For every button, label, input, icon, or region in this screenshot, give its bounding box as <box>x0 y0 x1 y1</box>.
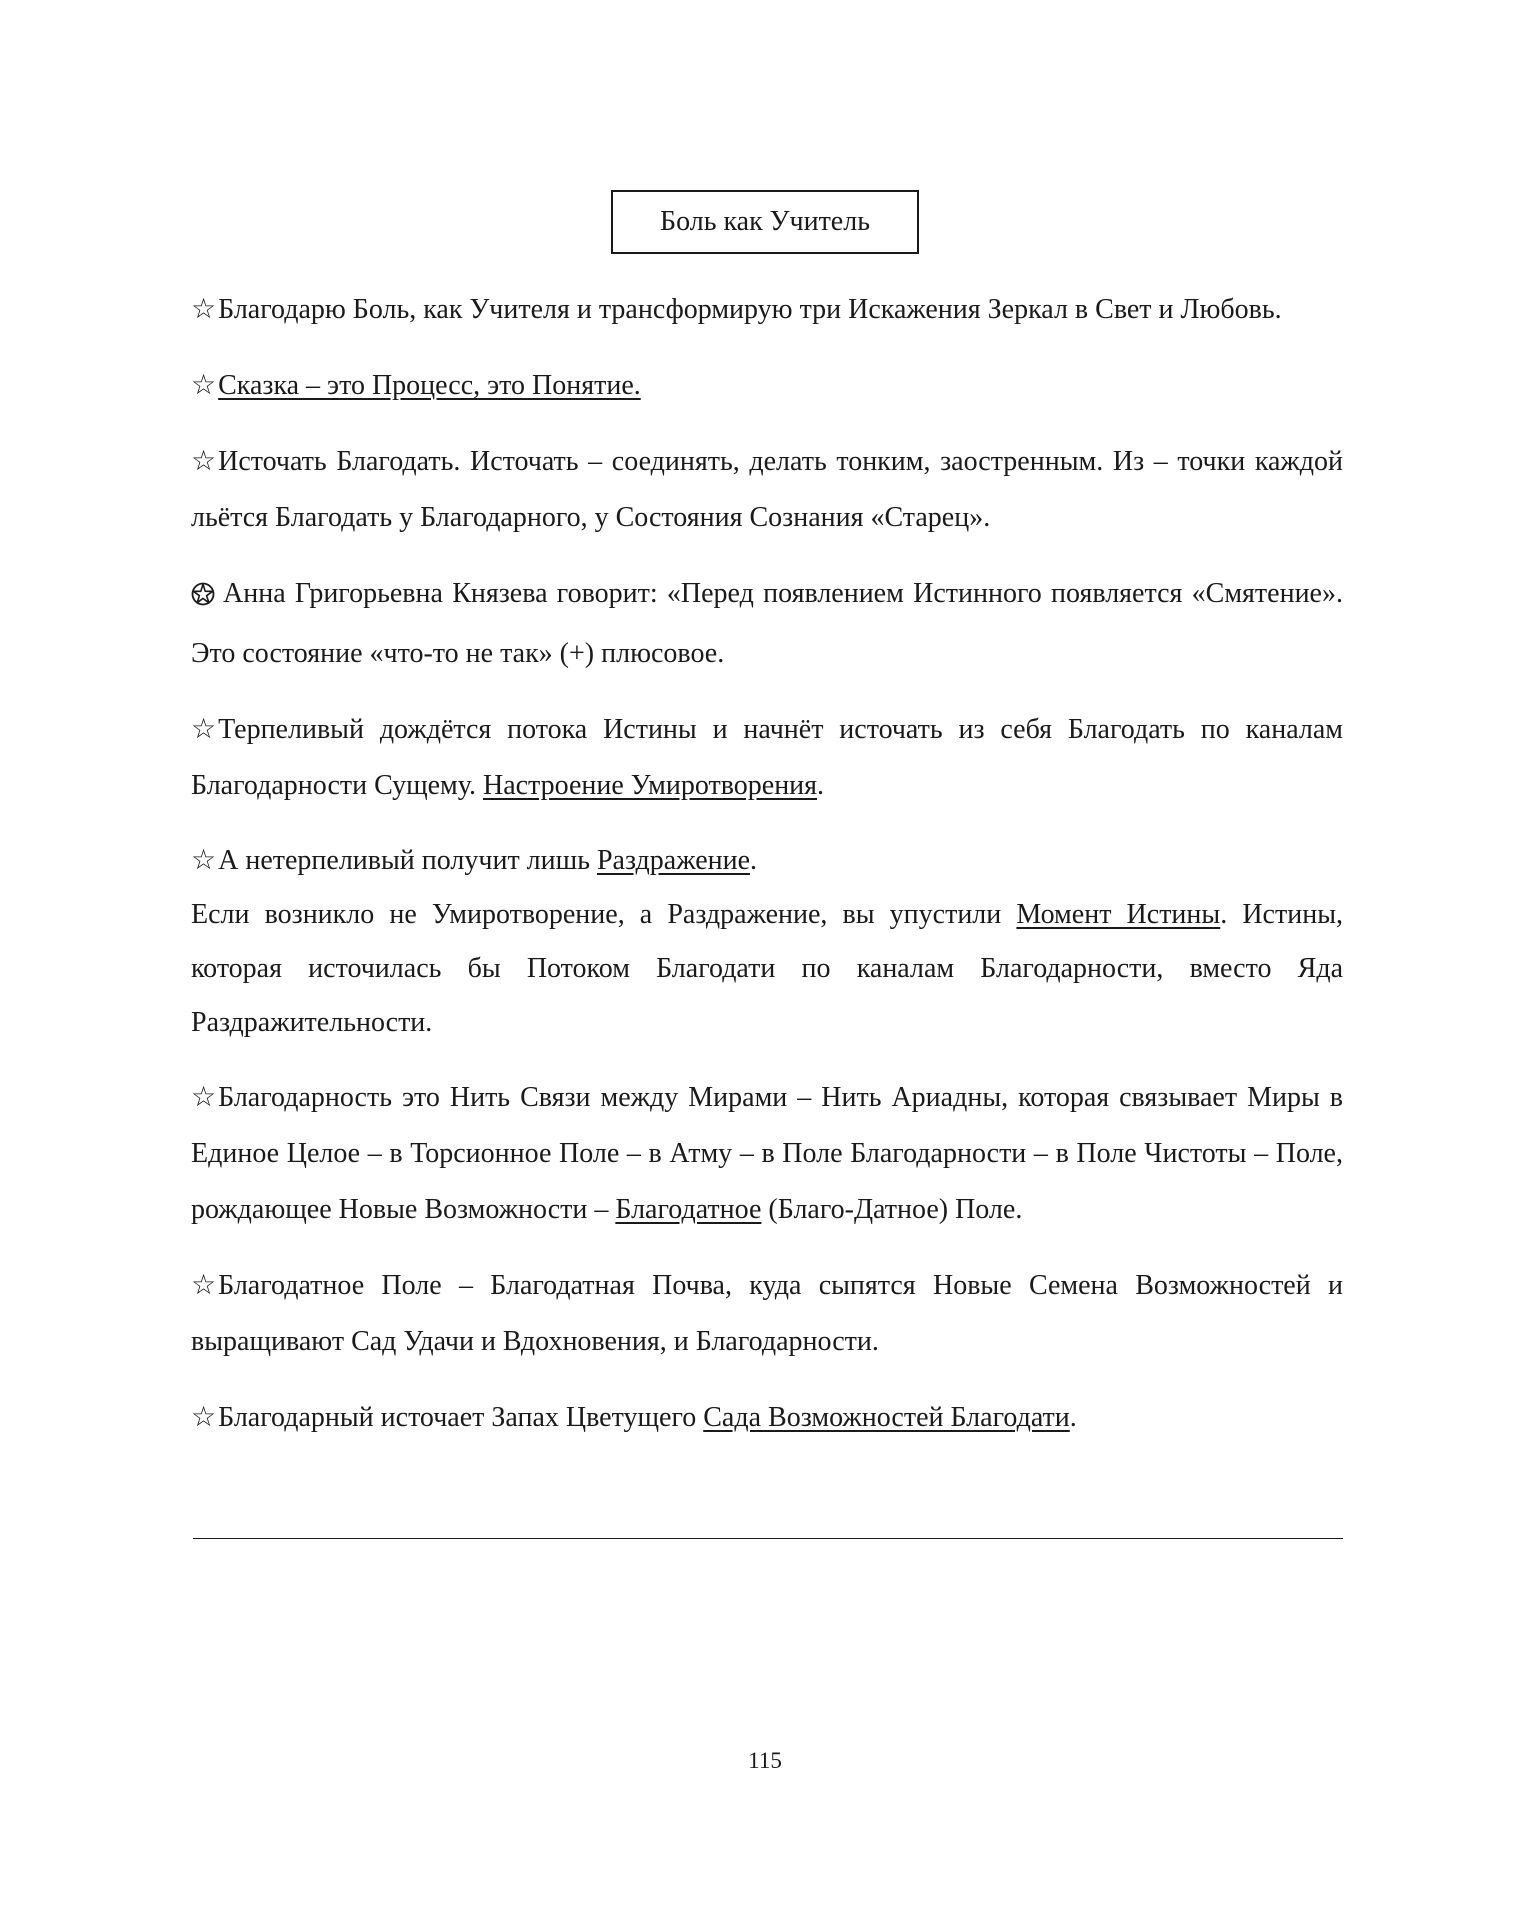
page-number: 115 <box>748 1748 782 1773</box>
paragraph-3 <box>191 434 1343 546</box>
section-title-box <box>611 190 919 254</box>
star-icon: ☆ <box>191 1270 217 1301</box>
pentagram-icon <box>191 570 215 626</box>
paragraph-2 <box>191 358 1343 414</box>
paragraph-1 <box>191 282 1343 338</box>
star-icon: ☆ <box>191 1402 217 1433</box>
star-icon: ☆ <box>191 370 217 401</box>
paragraph-text: Благодарность это Нить Связи между Мирами – Нить Ариадны, которая связывает Миры в Единое Целое – в Торсионное Поле – в Атму – в Поле Благодарности – в Поле Чистоты – Поле, рождающее Новые Возможности – <box>191 1082 1343 1225</box>
star-icon: ☆ <box>191 714 217 745</box>
paragraph-9 <box>191 1258 1343 1370</box>
paragraph-text: Анна Григорьевна Князева говорит: «Перед появлением Истинного появляется «Смятение». Это состояние «что-то не так» (+) плюсовое. <box>191 578 1343 669</box>
paragraph-8 <box>191 1070 1343 1238</box>
paragraph-end: (Благо-Датное) Поле. <box>761 1194 1023 1225</box>
paragraph-text: Благодарный источает Запах Цветущего <box>218 1402 704 1433</box>
paragraph-text: Благодарю Боль, как Учителя и трансформирую три Искажения Зеркал в Свет и Любовь. <box>218 294 1282 325</box>
star-icon: ☆ <box>191 1082 217 1113</box>
paragraph-end: . <box>817 770 825 801</box>
paragraph-text: Терпеливый дождётся потока Истины и начнёт источать из себя Благодать по каналам Благодарности Сущему. <box>191 714 1343 801</box>
underlined-phrase: Момент Истины <box>1016 899 1221 930</box>
paragraph-4 <box>191 566 1343 682</box>
star-icon: ☆ <box>191 446 217 477</box>
page-body <box>191 282 1343 1466</box>
paragraph-text: Источать Благодать. Источать – соединять, делать тонким, заостренным. Из – точки каждой льётся Благодать у Благодарного, у Состояния Сознания «Старец». <box>191 446 1343 533</box>
section-title: Боль как Учитель <box>660 206 870 237</box>
paragraph-7 <box>191 888 1343 1050</box>
horizontal-divider <box>193 1538 1343 1539</box>
paragraph-end: . Истины, которая источилась бы Потоком Благодати по каналам Благодарности, вместо Яда Раздражительности. <box>191 899 1344 1038</box>
underlined-phrase: Сада Возможностей Благодати <box>703 1402 1070 1433</box>
star-icon: ☆ <box>191 845 217 876</box>
paragraph-6 <box>191 834 1343 888</box>
paragraph-5 <box>191 702 1343 814</box>
paragraph-end: . <box>1069 1402 1077 1433</box>
underlined-phrase: Настроение Умиротворения <box>482 770 818 801</box>
paragraph-text: Если возникло не Умиротворение, а Раздражение, вы упустили <box>191 899 1017 930</box>
underlined-phrase: Раздражение <box>596 845 751 876</box>
paragraph-text: А нетерпеливый получит лишь <box>218 845 597 876</box>
underlined-phrase: Благодатное <box>615 1194 762 1225</box>
paragraph-end: . <box>750 845 758 876</box>
star-icon: ☆ <box>191 294 217 325</box>
paragraph-text: Благодатное Поле – Благодатная Почва, куда сыпятся Новые Семена Возможностей и выращивают Сад Удачи и Вдохновения, и Благодарности. <box>191 1270 1343 1357</box>
underlined-phrase: Сказка – это Процесс, это Понятие. <box>218 370 641 401</box>
paragraph-10 <box>191 1390 1343 1446</box>
